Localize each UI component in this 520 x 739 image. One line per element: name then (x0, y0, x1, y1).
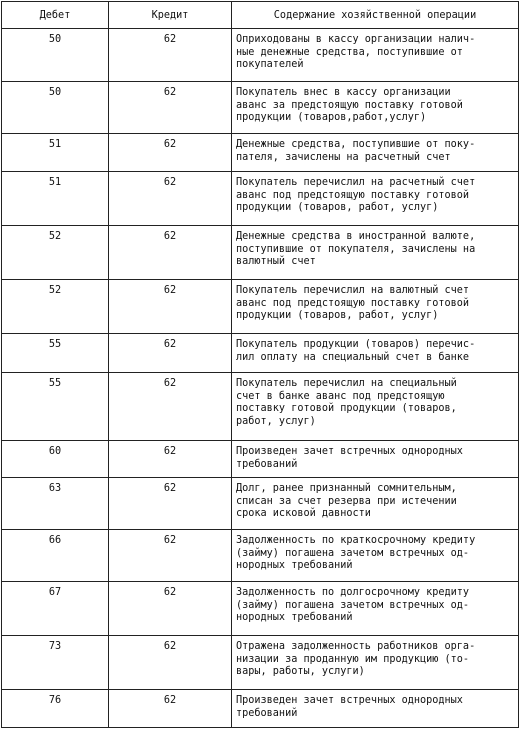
table-row (2, 530, 519, 582)
operation-description-cell (232, 334, 519, 373)
description-line: аванс под предстоящую поставку готовой (236, 297, 470, 309)
operation-description-cell (232, 441, 519, 478)
table-row (2, 134, 519, 172)
description-line: Задолженность по долгосрочному кредиту (236, 587, 470, 598)
operation-description-cell (232, 280, 519, 334)
credit-cell: 62 (109, 29, 232, 82)
header-credit: Кредит (109, 2, 232, 29)
table-row (2, 29, 519, 82)
operation-description-cell (232, 134, 519, 172)
header-content: Содержание хозяйственной операции (232, 2, 519, 29)
table-row (2, 636, 519, 690)
debit-cell: 52 (2, 226, 109, 280)
debit-cell: 51 (2, 172, 109, 226)
description-line: покупателей (236, 59, 304, 71)
table-row (2, 226, 519, 280)
header-debit: Дебет (2, 2, 109, 29)
description-line: валютный счет (236, 256, 316, 268)
credit-cell: 62 (109, 636, 232, 690)
operation-description-cell (232, 636, 519, 690)
accounting-entries-table (1, 1, 519, 728)
debit-cell: 50 (2, 82, 109, 134)
description-line: аванс за предстоящую поставку готовой (236, 99, 463, 111)
operation-description-cell (232, 690, 519, 728)
description-line: Покупатель перечислил на валютный счет (236, 285, 470, 296)
table-row (2, 280, 519, 334)
table-row (2, 690, 519, 728)
operation-description-cell (232, 29, 519, 82)
operation-description-cell (232, 226, 519, 280)
operation-description-cell (232, 530, 519, 582)
table-row (2, 373, 519, 441)
debit-cell: 52 (2, 280, 109, 334)
table-row (2, 582, 519, 636)
description-line: Покупатель перечислил на расчетный счет (236, 177, 476, 188)
debit-cell: 60 (2, 441, 109, 478)
description-line: требований (236, 707, 298, 719)
debit-cell: 67 (2, 582, 109, 636)
credit-cell: 62 (109, 690, 232, 728)
table-header-row (2, 2, 519, 29)
credit-cell: 62 (109, 441, 232, 478)
description-line: продукции (товаров, работ, услуг) (236, 310, 439, 322)
credit-cell: 62 (109, 373, 232, 441)
description-line: Покупатель перечислил на специальный (236, 378, 457, 389)
table-body (2, 29, 519, 728)
description-line: поставку готовой продукции (товаров, (236, 403, 457, 415)
debit-cell: 50 (2, 29, 109, 82)
debit-cell: 63 (2, 478, 109, 530)
description-line: пателя, зачислены на расчетный счет (236, 151, 451, 163)
credit-cell: 62 (109, 226, 232, 280)
description-line: Покупатель внес в кассу организации (236, 87, 451, 98)
operation-description-cell (232, 82, 519, 134)
description-line: продукции (товаров,работ,услуг) (236, 112, 427, 124)
description-line: ные денежные средства, поступившие от (236, 46, 463, 58)
debit-cell: 55 (2, 334, 109, 373)
credit-cell: 62 (109, 334, 232, 373)
description-line: нородных требований (236, 560, 353, 572)
operation-description-cell (232, 373, 519, 441)
description-line: нородных требований (236, 612, 353, 624)
debit-cell: 73 (2, 636, 109, 690)
table-row (2, 334, 519, 373)
credit-cell: 62 (109, 478, 232, 530)
description-line: Произведен зачет встречных однородных (236, 446, 463, 457)
description-line: Произведен зачет встречных однородных (236, 695, 463, 706)
description-line: (займу) погашена зачетом встречных од- (236, 547, 470, 559)
operation-description-cell (232, 582, 519, 636)
operation-description-cell (232, 172, 519, 226)
description-line: требований (236, 458, 298, 470)
credit-cell: 62 (109, 280, 232, 334)
description-line: срока исковой давности (236, 508, 371, 520)
credit-cell: 62 (109, 530, 232, 582)
table-row (2, 478, 519, 530)
description-line: низации за проданную им продукцию (то- (236, 653, 470, 665)
description-line: вары, работы, услуги) (236, 666, 365, 678)
debit-cell: 76 (2, 690, 109, 728)
description-line: счет в банке аванс под предстоящую (236, 390, 445, 402)
debit-cell: 66 (2, 530, 109, 582)
debit-cell: 55 (2, 373, 109, 441)
description-line: Денежные средства, поступившие от поку- (236, 139, 476, 150)
description-line: аванс под предстоящую поставку готовой (236, 189, 470, 201)
operation-description-cell (232, 478, 519, 530)
description-line: Покупатель продукции (товаров) перечис- (236, 339, 476, 350)
description-line: Долг, ранее признанный сомнительным, (236, 483, 457, 494)
description-line: продукции (товаров, работ, услуг) (236, 202, 439, 214)
credit-cell: 62 (109, 582, 232, 636)
description-line: списан за счет резерва при истечении (236, 495, 457, 507)
description-line: Отражена задолженность работников орга- (236, 641, 476, 652)
description-line: лил оплату на специальный счет в банке (236, 351, 470, 363)
credit-cell: 62 (109, 172, 232, 226)
credit-cell: 62 (109, 134, 232, 172)
table-row (2, 441, 519, 478)
debit-cell: 51 (2, 134, 109, 172)
description-line: поступившие от покупателя, зачислены на (236, 243, 476, 255)
description-line: Денежные средства в иностранной валюте, (236, 231, 476, 242)
table-row (2, 172, 519, 226)
description-line: (займу) погашена зачетом встречных од- (236, 599, 470, 611)
document-page (1, 1, 519, 728)
description-line: Задолженность по краткосрочному кредиту (236, 535, 476, 546)
credit-cell: 62 (109, 82, 232, 134)
description-line: Оприходованы в кассу организации налич- (236, 34, 476, 45)
description-line: работ, услуг) (236, 415, 316, 427)
table-row (2, 82, 519, 134)
